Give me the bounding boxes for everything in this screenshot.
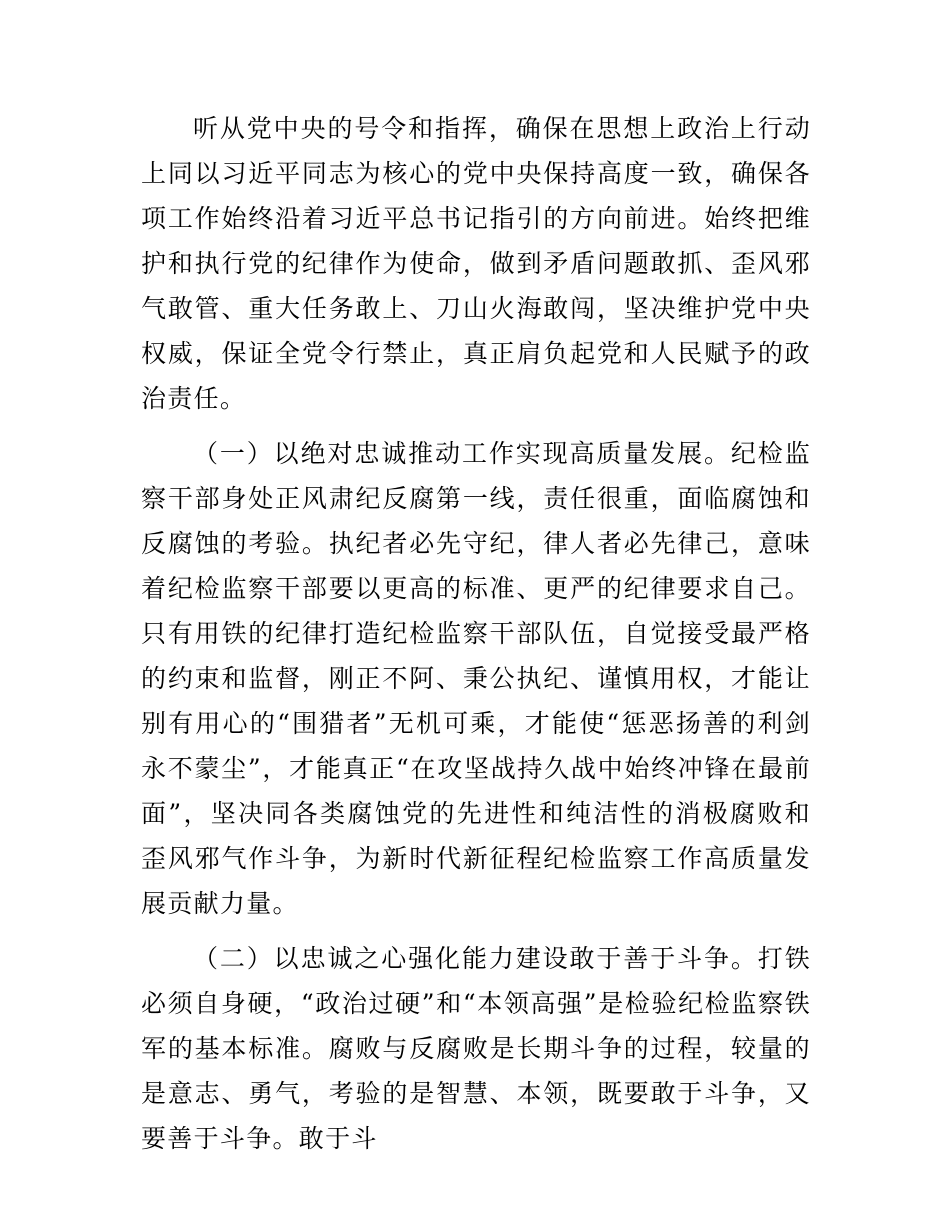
document-body <box>141 106 811 1171</box>
paragraph-3: （二）以忠诚之心强化能力建设敢于善于斗争。打铁必须自身硬，“政治过硬”和“本领高强”是检验纪检监察铁军的基本标准。腐败与反腐败是长期斗争的过程，较量的是意志、勇气，考验的是智慧、本领，既要敢于斗争，又要善于斗争。敢于斗 <box>141 944 811 1153</box>
paragraph-1: 听从党中央的号令和指挥，确保在思想上政治上行动上同以习近平同志为核心的党中央保持高度一致，确保各项工作始终沿着习近平总书记指引的方向前进。始终把维护和执行党的纪律作为使命，做到矛盾问题敢抓、歪风邪气敢管、重大任务敢上、刀山火海敢闯，坚决维护党中央权威，保证全党令行禁止，真正肩负起党和人民赋予的政治责任。 <box>141 114 811 413</box>
paragraph-2: （一）以绝对忠诚推动工作实现高质量发展。纪检监察干部身处正风肃纪反腐第一线，责任很重，面临腐蚀和反腐蚀的考验。执纪者必先守纪，律人者必先律己，意味着纪检监察干部要以更高的标准、更严的纪律要求自己。只有用铁的纪律打造纪检监察干部队伍，自觉接受最严格的约束和监督，刚正不阿、秉公执纪、谨慎用权，才能让别有用心的“围猎者”无机可乘，才能使“惩恶扬善的利剑永不蒙尘”，才能真正“在攻坚战持久战中始终冲锋在最前面”，坚决同各类腐蚀党的先进性和纯洁性的消极腐败和歪风邪气作斗争，为新时代新征程纪检监察工作高质量发展贡献力量。 <box>141 439 811 918</box>
